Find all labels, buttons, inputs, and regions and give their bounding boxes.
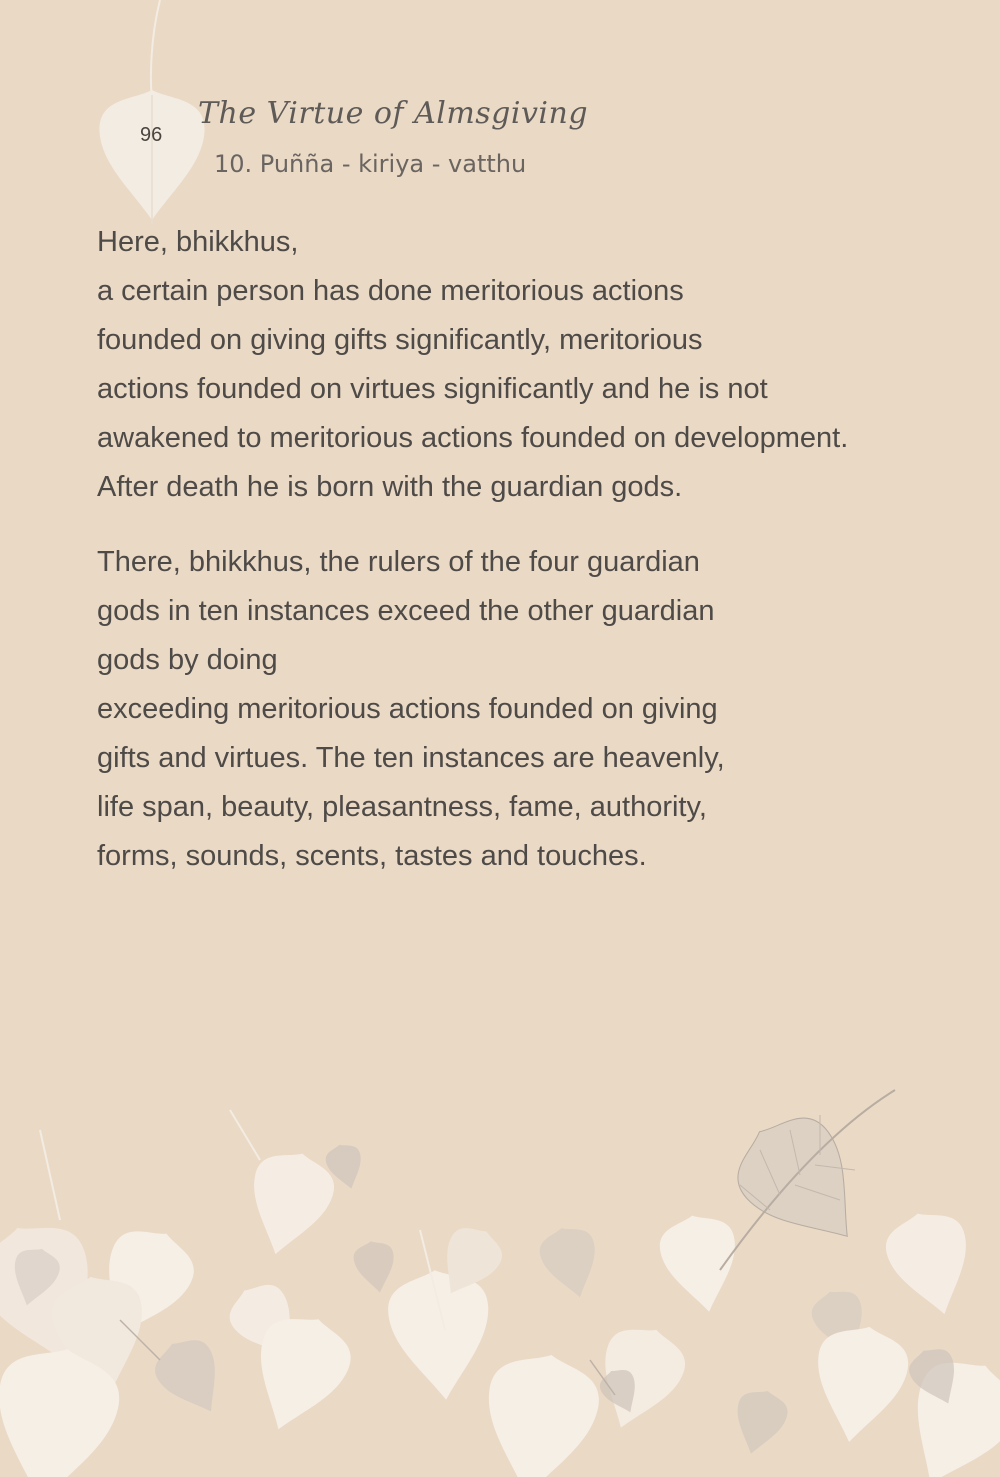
paragraph (97, 538, 897, 881)
text-line: After death he is born with the guardian gods. (97, 471, 683, 503)
text-line: actions founded on virtues significantly and he is not (97, 373, 768, 405)
text-line: founded on giving gifts significantly, meritorious (97, 324, 703, 356)
body-text (97, 218, 897, 881)
text-line: forms, sounds, scents, tastes and touches. (97, 840, 647, 872)
chapter-title: 10. Puñña - kiriya - vatthu (214, 150, 527, 178)
paragraph (97, 218, 897, 512)
book-title: The Virtue of Almsgiving (198, 96, 589, 131)
text-line: exceeding meritorious actions founded on giving (97, 693, 718, 725)
text-line: life span, beauty, pleasantness, fame, authority, (97, 791, 707, 823)
text-line: awakened to meritorious actions founded on development. (97, 422, 849, 454)
page-number: 96 (140, 124, 163, 146)
text-line: gods in ten instances exceed the other guardian (97, 595, 715, 627)
paragraph-spacer (97, 512, 897, 538)
bottom-leaves-icon (0, 1090, 1000, 1477)
text-line: Here, bhikkhus, (97, 226, 299, 258)
text-line: gifts and virtues. The ten instances are heavenly, (97, 742, 725, 774)
text-line: There, bhikkhus, the rulers of the four guardian (97, 546, 700, 578)
header-leaf-icon (99, 0, 204, 225)
text-line: a certain person has done meritorious actions (97, 275, 684, 307)
text-line: gods by doing (97, 644, 278, 676)
